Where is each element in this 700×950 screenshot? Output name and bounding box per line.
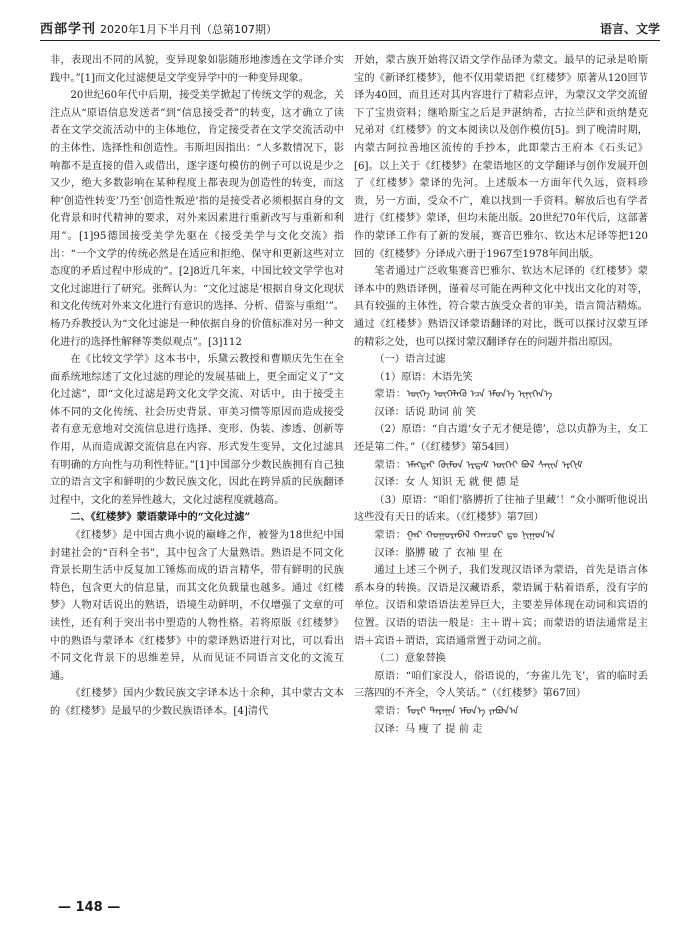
page-header: [40, 14, 660, 41]
issue-info: 2020年1月下半月刊（总第107期）: [100, 23, 278, 36]
paragraph: 非，表现出不同的风貌，变异现象如影随形地渗透在文学译介实践中。”[1]而文化过滤便是文学变异学中的一种变异现象。: [50, 55, 344, 84]
paragraph: 《红楼梦》是中国古典小说的巅峰之作，被誉为18世纪中国封建社会的“百科全书”，其中包含了大量熟语。熟语是不同文化背景长期生活中反复加工锤炼而成的语言精华，带有鲜明的民族特色，包含更大的信息量，而其文化负载量也越多。通过《红楼梦》人物对话说出的熟语，语境生动鲜明，不仅增强了文章的可读性，还有利于突出书中塑造的人物性格。若将原版《红楼梦》中的熟语与蒙译本《红楼梦》中的蒙译熟语进行对比，可以看出不同文化背景下的思维差异，从而见证不同语言文化的文流互通。: [50, 530, 344, 682]
paragraph: （2）原语：“自古道‘女子无才便是德’，总以贞静为主，女工还是第二件。”（《红楼梦》第54回）: [354, 424, 648, 454]
paragraph: 蒙语：ᠮᠣᠷᠢ ᠲᠠᠷᠠᠭᠠ ᠡᠮᠦᠨ᠎ᠡ ᠶᠠᠪᠤᠨ᠎ᠠ: [374, 705, 519, 717]
header-left: [40, 18, 277, 40]
paragraph: 开始，蒙古族开始将汉语文学作品译为蒙文。最早的记录是哈斯宝的《新译红楼梦》，他不仅用蒙语把《红楼梦》原著从120回节译为40回，而且还对其内容进行了精彩点评，为蒙汉文学交流留下了宝贵资料；继哈斯宝之后是尹湛纳希，古拉兰萨和贡纳楚克兄弟对《红楼梦》的文本阅读以及创作模仿[5]。到了晚清时期，内蒙古阿拉善地区流传的手抄本，此即蒙古王府本《石头记》[6]。以上关于《红楼梦》在蒙语地区的文学翻译与创作发展开创了《红楼梦》蒙译的先河。上述版本一方面年代久远，资料珍贵，另一方面，受众不广，难以找到一手资料。解放后也有学者进行《红楼梦》蒙译，但均未能出版。20世纪70年代后，这部著作的蒙译工作有了新的发展，赛音巴雅尔、钦达木尼译等把120回的《红楼梦》分译成六册于1967至1978年间出版。: [354, 55, 648, 260]
paragraph: 蒙语：ᠭᠠᠷ ᠬᠤᠭᠤᠷᠠᠪᠠᠯ ᠬᠠᠨᠴᠤᠢ ᠳᠤ ᠨᠢᠭᠤᠨ᠎ᠠ: [374, 530, 556, 542]
paragraph: 汉译：女 人 知识 无 就 便 德 是: [374, 477, 520, 489]
paragraph: 通过上述三个例子，我们发现汉语译为蒙语，首先是语言体系本身的转换。汉语是汉藏语系，蒙语属于粘着语系，没有字的单位。汉语和蒙语语法差异巨大，主要差异体现在动词和宾语的位置。汉语的语法一般是：主＋谓＋宾；而蒙语的语法通常是主语＋宾语＋谓语，宾语通常置于动词之前。: [354, 565, 648, 647]
paragraph: 笔者通过广泛收集赛音巴雅尔、钦达木尼译的《红楼梦》蒙译本中的熟语译例，谨着尽可能在两种文化中找出文化的对等，具有较强的主体性，符合蒙古族受众者的审美，语言简洁精炼。通过《红楼梦》熟语汉译蒙语翻译的对比，既可以探讨汉蒙互译的精彩之处，也可以探讨蒙汉翻译存在的问题并指出原因。: [354, 266, 648, 348]
page-number: — 148 —: [58, 900, 121, 915]
paragraph: 汉译：马 瘦 了 提 前 走: [374, 723, 483, 735]
paragraph: 汉译：话说 助词 前 笑: [374, 406, 476, 418]
journal-logo: 西部学刊: [40, 22, 97, 37]
paragraph: （二）意象替换: [374, 653, 446, 665]
paragraph: 20世纪60年代中后期，接受美学掀起了传统文学的观念，关注点从“原语信息发送者”到“信息接受者”的转变，这才确立了读者在文学交流活动中的主体地位，肯定接受者在文学交流活动中的主体性、选择性和创造性。韦斯坦因指出：“人多数情况下，影响都不是直接的借入或借出，逐字逐句模仿的例子可以说是少之又少，绝大多数影响在某种程度上都表现为创造性的转变，而这种‘创造性转变’乃至‘创造性叛逆’指的是接受者必须根据自身的文化背景和时代精神的要求，对外来因素进行重新改写与重新和利用”。[1]95德国接受美学先驱在《接受美学与文化交流》指出：“一个文学的传统必然是在适应和拒绝、保守和更新这些对立态度的矛盾过程中形成的”。[2]8近几年来，中国比较文学学也对文化过滤进行了研究。张辉认为：“文化过滤是‘根据自身文化现状和文化传统对外来文化进行有意识的选择、分析、借鉴与重组’”。杨乃乔教授认为“文化过滤是一种依据自身的价值标准对另一种文化进行的选择性解释等类似观点”。[3]112: [50, 90, 344, 348]
section-heading: 二、《红楼梦》蒙语蒙译中的“文化过滤”: [70, 511, 251, 524]
section-title: 语言、文学: [599, 22, 660, 36]
paragraph: 原语：“咱们家没人，俗语说的，‘夯雀儿先飞’，省的临时丢三落四的不齐全，令人笑话。”（《红楼梦》第67回）: [354, 670, 648, 700]
paragraph: （一）语言过滤: [374, 354, 446, 366]
paragraph: 蒙语：ᠡᠮᠡᠭᠲᠡᠢ ᠬᠦᠮᠦᠨ ᠡᠷᠳᠡᠮ ᠦᠭᠡᠢ ᠪᠣᠯ ᠰᠠᠢᠨ ᠡᠷᠬᠢᠮ: [374, 459, 583, 471]
paragraph: 汉译：胳膊 破 了 衣袖 里 在: [374, 547, 503, 559]
paragraph: （3）原语：“咱们‘胳膊折了往袖子里藏’！”众小厮听他说出这些没有天日的话来。（《红楼梦》第7回）: [354, 494, 648, 524]
paragraph: 在《比较文学学》这本书中，乐黛云教授和曹顺庆先生在全面系统地综述了文化过滤的理论的发展基础上，更全面定义了“文化过滤”，即“文化过滤是跨文化文学交流、对话中，由于接受主体不同的文化传统、社会历史背景、审美习惯等原因而造成接受者有意无意地对交流信息进行选择、变形、伪装、渗透、创新等作用，从而造成源交流信息在内容、形式发生变异，文化过滤具有明确的方向性与功利性特征。”[1]中国部分少数民族拥有自己独立的语言文字和鲜明的少数民族文化，因此在跨异质的民族翻译过程中，文化的差异性越大，文化过滤程度就越高。: [50, 354, 344, 506]
right-column: [354, 52, 648, 738]
paragraph: 《红楼梦》国内少数民族文字译本达十余种，其中蒙古文本的《红楼梦》是最早的少数民族语译本。[4]清代: [50, 688, 344, 717]
paragraph: 蒙语：ᠦᠭᠡ ᠦᠭᠡᠯᠡᠬᠦ ᠡᠴᠡ ᠡᠮᠦᠨ᠎ᠡ ᠢᠨᠢᠭᠡᠨ᠎ᠡ: [374, 389, 553, 401]
paragraph: （1）原语：木语先笑: [374, 371, 473, 383]
left-column: [50, 52, 344, 721]
